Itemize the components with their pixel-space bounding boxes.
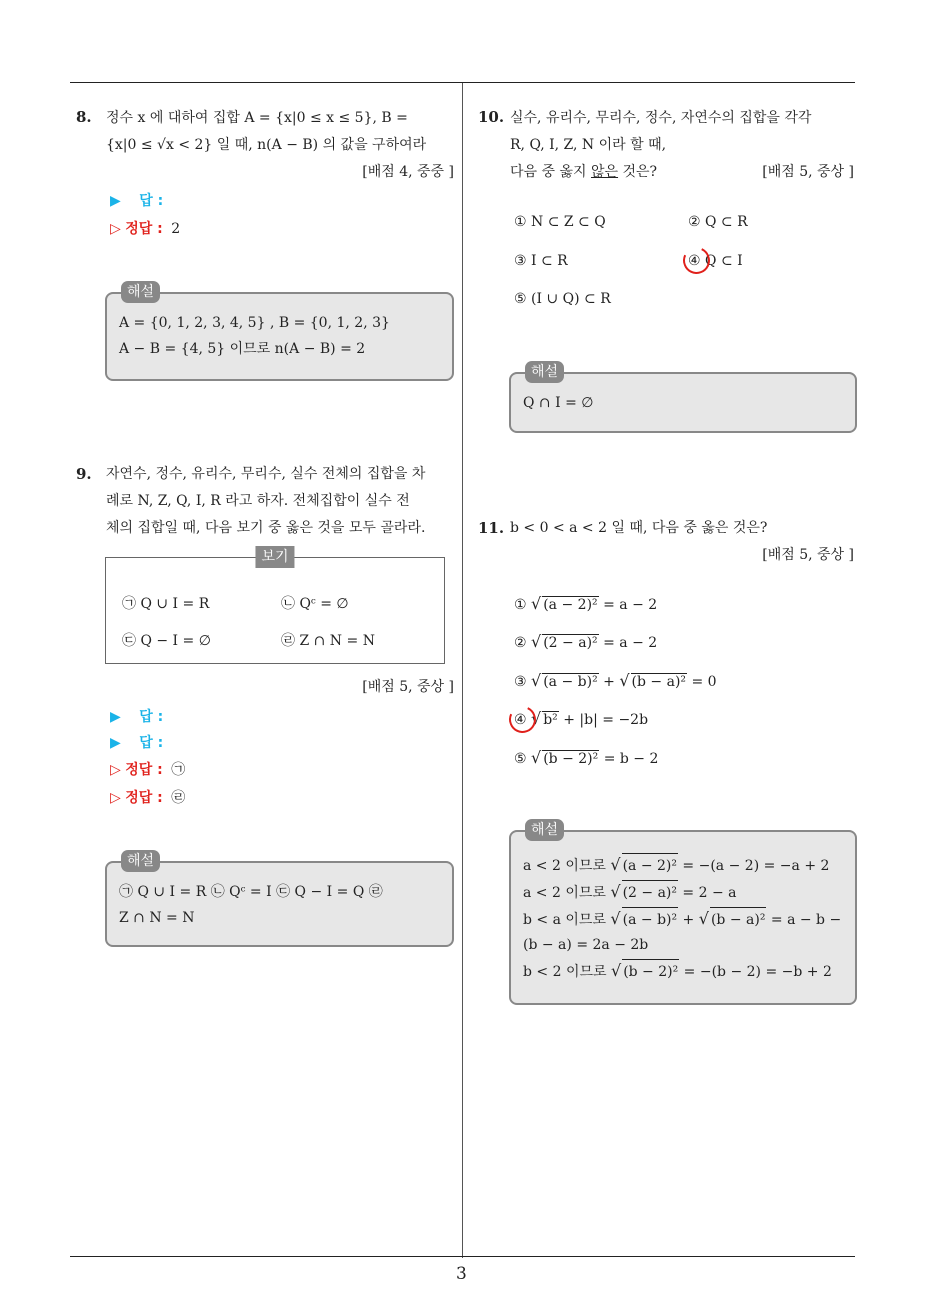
q8-answer-label: 답 : [139, 193, 164, 209]
q9-answer-label: 답 : [139, 709, 164, 725]
q9-bogi-box [105, 549, 445, 664]
q9-answer-row-1 [110, 706, 163, 726]
q8-solution-box [105, 284, 454, 381]
q11-solution-text: + [678, 912, 699, 928]
q10-option-4-text: Q ⊂ I [700, 253, 743, 269]
q10-option-2: ② Q ⊂ R [688, 214, 748, 230]
q11-option-3-radicand: (b − a)² [631, 674, 687, 690]
q11-solution-text: = −(a − 2) = −a + 2 [677, 858, 830, 874]
q11-solution-text: b < 2 이므로 [523, 964, 611, 980]
q9-answer-row-2 [110, 732, 163, 752]
q11-solution-line5 [523, 958, 843, 985]
sqrt-icon: √ [531, 709, 542, 728]
q11-option-5 [514, 748, 658, 767]
page-number: 3 [456, 1264, 467, 1284]
q10-line1: 실수, 유리수, 무리수, 정수, 자연수의 집합을 각각 [510, 110, 812, 126]
q11-solution-text: = −(b − 2) = −b + 2 [679, 964, 832, 980]
q10-option-4-marker: ④ [688, 253, 701, 269]
q11-option-3-marker: ③ [514, 674, 527, 690]
sqrt-icon: √ [531, 748, 542, 767]
q10-line3-part: 것은? [618, 164, 658, 180]
play-icon: ▶ [110, 193, 121, 209]
q11-solution-text: a < 2 이므로 [523, 885, 611, 901]
sqrt-icon: √ [610, 961, 622, 980]
sqrt-icon: √ [610, 882, 621, 901]
q9-line2: 례로 N, Z, Q, I, R 라고 하자. 전체집합이 실수 전 [106, 493, 410, 509]
q8-correct-row [110, 218, 180, 238]
q11-option-3 [514, 671, 717, 690]
q9-bogi-item: ㉢ Q − I = ∅ [122, 633, 211, 649]
sqrt-icon: √ [531, 594, 542, 613]
q9-line1: 자연수, 정수, 유리수, 무리수, 실수 전체의 집합을 차 [106, 466, 426, 482]
q10-option-3: ③ I ⊂ R [514, 253, 568, 269]
q11-solution-radicand: (b − a)² [710, 907, 766, 933]
q9-bogi-tag: 보기 [255, 546, 294, 568]
q10-solution-box [509, 364, 857, 433]
q11-solution-line1 [523, 852, 843, 879]
q10-line3-part: 다음 중 옳지 [510, 164, 591, 180]
q11-option-5-marker: ⑤ [514, 751, 527, 767]
q11-option-3-plus: + [598, 674, 620, 690]
q11-score: [배점 5, 중상 ] [762, 547, 854, 563]
q11-option-4-marker: ④ [514, 712, 527, 728]
q9-number: 9. [76, 465, 92, 483]
q11-option-4-tail: + |b| = −2b [558, 712, 649, 728]
q11-option-2-marker: ② [514, 635, 527, 651]
q9-answer-label: 답 : [139, 735, 164, 751]
q10-solution-tag: 해설 [525, 361, 564, 383]
q8-solution-line1: A = {0, 1, 2, 3, 4, 5} , B = {0, 1, 2, 3} [119, 315, 390, 331]
q11-line1: b < 0 < a < 2 일 때, 다음 중 옳은 것은? [510, 520, 768, 536]
q9-correct-row-1 [110, 759, 185, 779]
q9-correct-label: 정답 : [125, 790, 163, 806]
q11-solution-text: b < a 이므로 [523, 912, 611, 928]
q9-bogi-item: ㉣ Z ∩ N = N [281, 633, 375, 649]
q9-bogi-item: ㉠ Q ∪ I = R [122, 596, 210, 612]
q11-option-1-marker: ① [514, 597, 527, 613]
sqrt-icon: √ [619, 671, 630, 690]
q11-option-4-radicand: b² [543, 712, 558, 728]
sqrt-icon: √ [531, 671, 542, 690]
q11-option-3-radicand: (a − b)² [543, 674, 598, 690]
q9-solution-line2: Z ∩ N = N [119, 910, 195, 926]
q8-correct-label: 정답 : [125, 221, 163, 237]
q11-option-1 [514, 594, 657, 613]
q8-solution-tag: 해설 [121, 281, 160, 303]
q10-solution-line1: Q ∩ I = ∅ [523, 395, 594, 411]
q11-solution-tag: 해설 [525, 819, 564, 841]
q11-option-2-tail: = a − 2 [598, 635, 658, 651]
q8-number: 8. [76, 108, 92, 126]
q10-score: [배점 5, 중상 ] [762, 164, 854, 180]
q8-score: [배점 4, 중중 ] [362, 164, 454, 180]
q10-line2: R, Q, I, Z, N 이라 할 때, [510, 137, 667, 153]
q11-solution-radicand: (b − 2)² [622, 959, 679, 985]
q10-line3-underlined: 않은 [590, 164, 619, 180]
q9-score: [배점 5, 중상 ] [362, 679, 454, 695]
q11-option-2-radicand: (2 − a)² [543, 635, 598, 651]
q10-line3 [510, 159, 657, 186]
sqrt-icon: √ [610, 909, 621, 928]
q8-line1: 정수 x 에 대하여 집합 A = {x|0 ≤ x ≤ 5}, B = [106, 110, 408, 126]
play-icon: ▶ [110, 735, 121, 751]
sqrt-icon: √ [698, 909, 709, 928]
sqrt-icon: √ [610, 855, 621, 874]
q9-correct-row-2 [110, 787, 185, 807]
q11-option-5-radicand: (b − 2)² [543, 751, 599, 767]
q11-number: 11. [478, 519, 505, 537]
q9-solution-line1: ㉠ Q ∪ I = R ㉡ Qᶜ = I ㉢ Q − I = Q ㉣ [119, 884, 383, 900]
q11-solution-radicand: (a − b)² [622, 907, 678, 933]
q9-line3: 체의 집합일 때, 다음 보기 중 옳은 것을 모두 골라라. [106, 520, 426, 536]
q11-solution-text: = a − b − [766, 912, 842, 928]
q11-option-3-tail: = 0 [687, 674, 717, 690]
outline-triangle-icon: ▷ [110, 221, 121, 237]
q10-option-4 [688, 253, 743, 269]
q8-correct-value: 2 [171, 221, 181, 237]
q8-solution-line2: A − B = {4, 5} 이므로 n(A − B) = 2 [119, 341, 366, 357]
q11-option-4 [514, 709, 648, 728]
q10-number: 10. [478, 108, 505, 126]
q10-option-1: ① N ⊂ Z ⊂ Q [514, 214, 606, 230]
bottom-rule [70, 1256, 855, 1257]
q11-solution-line4: (b − a) = 2a − 2b [523, 937, 649, 953]
q11-option-1-radicand: (a − 2)² [543, 597, 598, 613]
q9-bogi-item: ㉡ Qᶜ = ∅ [281, 596, 349, 612]
q11-solution-text: = 2 − a [677, 885, 737, 901]
q11-option-5-tail: = b − 2 [599, 751, 659, 767]
q11-solution-text: a < 2 이므로 [523, 858, 611, 874]
q11-option-2 [514, 632, 657, 651]
play-icon: ▶ [110, 709, 121, 725]
q10-option-5: ⑤ (I ∪ Q) ⊂ R [514, 291, 611, 307]
q11-option-1-tail: = a − 2 [598, 597, 658, 613]
q11-solution-box [509, 822, 857, 1005]
q11-solution-radicand: (a − 2)² [622, 853, 678, 879]
q9-solution-tag: 해설 [121, 850, 160, 872]
sqrt-icon: √ [531, 632, 542, 651]
q11-solution-line2 [523, 879, 843, 906]
q9-correct-value-1: ㉠ [171, 762, 186, 778]
q9-correct-label: 정답 : [125, 762, 163, 778]
q11-solution-radicand: (2 − a)² [622, 880, 678, 906]
outline-triangle-icon: ▷ [110, 790, 121, 806]
q9-correct-value-2: ㉣ [171, 790, 186, 806]
outline-triangle-icon: ▷ [110, 762, 121, 778]
q9-solution-box [105, 853, 454, 947]
column-divider [462, 83, 463, 1258]
q8-answer-row [110, 190, 163, 210]
q11-solution-line3 [523, 906, 843, 933]
q8-line2: {x|0 ≤ √x < 2} 일 때, n(A − B) 의 값을 구하여라 [106, 137, 427, 153]
